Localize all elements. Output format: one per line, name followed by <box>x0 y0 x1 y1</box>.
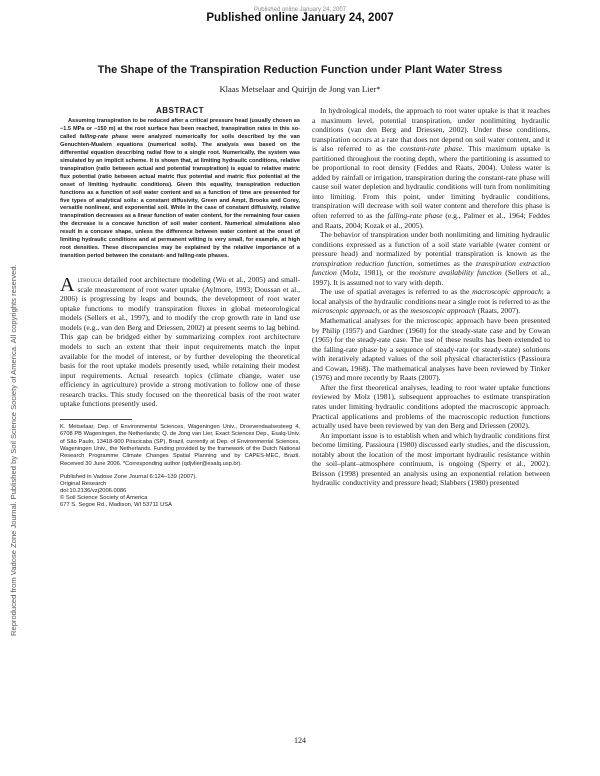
pubinfo-line: © Soil Science Society of America <box>60 495 148 502</box>
abstract-part-b: were analyzed numerically for soils described by the van Genuchten-Mualem equations (numerical soils). The analysis was based on the differential equation describing radial flow to a single root. Numerically, the system was simulated by an implicit scheme. It is shown that, at limiting hydraulic conditions, relative transpiration (ratio between actual and potential transpiration) is equal to relative matric flux potential (ratio between actual matric flux potential and matric flux potential at the onset of limiting hydraulic conditions). Given this equality, transpiration reduction functions as a function of soil water content and as a function of time are presented for five types of analytical soils: a constant diffusivity, Green and Ampt, Brooks and Corey, versatile nonlinear, and exponential soil. While in the case of constant diffusivity, relative transpiration decreases as a linear function of water content, for the remaining four cases the decrease is a concave function of soil water content. Numerical simulations also result in a concave shape, unless the difference between water content at the onset of limiting hydraulic conditions and at permanent wilting is very small, for example, at high root densities. These discrepancies may be explained by the relative importance of a transition period between the constant- and falling-rate phases. <box>60 133 300 260</box>
side-reproduction-text: Reproduced from Vadose Zone Journal. Published by Soil Science Society of America. All copyrights reserved. <box>9 264 18 636</box>
p3-term-microscopic: microscopic approach <box>312 306 380 316</box>
pubinfo-line: Original Research <box>60 480 107 487</box>
paper-title: The Shape of the Transpiration Reduction Function under Plant Water Stress <box>97 64 503 76</box>
p2-text-d: (Sellers et al., 1997). It is assumed not to vary with depth. <box>312 268 550 287</box>
p1-term-constant-rate: constant-rate phase <box>399 144 463 154</box>
p2-term-moisture-availability: moisture availability function <box>409 268 502 278</box>
footnote-divider <box>60 419 132 420</box>
body-paragraph-4: Mathematical analyses for the microscopic approach have been presented by Philip (1957) and Gardner (1960) for the steady-state case and by Cowan (1965) for the steady-rate case. The use of these results has been extended to the falling-rate phase by a sequence of steady-rate (or steady-state) solutions with iteratively adapted values of the soil physical characteristics (Passioura and Cowan, 1968). The mathematical analyses have been reviewed by Tinker (1976) and more recently by Raats (2007). <box>312 316 550 383</box>
published-online-banner: Published online January 24, 2007 <box>206 12 394 24</box>
p3-text-c: , or as the <box>379 306 411 316</box>
p2-term-extraction-function: transpiration extraction function <box>312 258 550 278</box>
p2-text-a: The behavior of transpiration under both nonlimiting and limiting hydraulic conditions expressed as a function of a soil state variable (water content or pressure head) and normalized by potential transpiration is known as the <box>312 230 550 259</box>
body-paragraph-5: After the first theoretical analyses, leading to root water uptake functions reviewed by Molz (1981), subsequent approaches to estimate transpiration rates under limiting hydraulic conditions adopted the macroscopic approach. Practical applications and problems of the macroscopic reduction functions actually used have been reviewed by van den Berg and Driessen (2002). <box>312 382 550 431</box>
abstract-part-a: Assuming transpiration to be reduced after a critical pressure head (usually chosen as −1.5 MPa or −150 m) at the root surface has been reached, transpiration rates in this so-called <box>60 118 300 140</box>
intro-smallcaps: lthough <box>77 275 102 285</box>
intro-paragraph <box>60 275 300 409</box>
p2-term-reduction-function: transpiration reduction function <box>312 258 413 268</box>
side-reproduction-note <box>9 264 19 636</box>
abstract-heading: ABSTRACT <box>156 106 204 115</box>
p3-text-d: (Raats, 2007). <box>475 306 521 316</box>
p1-term-falling-rate: falling-rate phase <box>387 211 443 221</box>
p3-term-macroscopic: macroscopic approach <box>472 287 542 297</box>
left-column <box>60 106 300 509</box>
p1-text-c: (e.g., Palmer et al., 1964; Feddes and Raats, 2004; Kozak et al., 2005). <box>312 211 550 230</box>
pubinfo-line: 677 S. Segoe Rd., Madison, WI 53711 USA <box>60 502 173 509</box>
intro-text: detailed root architecture modeling (Wu et al., 2005) and small-scale measurement of root water uptake (Aylmore, 1993; Doussan et al., 2006) is progressing by leaps and bounds, the development of root water uptake functions to modify transpiration fluxes in global meteorological models (Sellers et al., 1997), and to modify the crop growth rate in land use models (e.g., van den Berg and Driessen, 2002) at present seems to lag behind. This gap can be bridged either by summarizing complex root architecture models to such an extent that their input requirements match the input available for the model of interest, or by further developing the theoretical basis for the root uptake models presently used, while retaining their modest input requirements. Actual research topics (climate change, water use efficiency in agriculture) provide a strong motivation to follow one of these research tracks. This study focused on the theoretical basis of the root water uptake functions presently used. <box>60 275 300 409</box>
p2-text-b: , sometimes as the <box>412 258 477 268</box>
paper-authors: Klaas Metselaar and Quirijn de Jong van Lier* <box>219 84 381 94</box>
pubinfo-line: Published in Vadose Zone Journal 6:124–139 (2007). <box>60 473 197 480</box>
p3-text-b: ; a local analysis of the hydraulic conditions near a single root is referred to as the <box>312 287 550 306</box>
body-paragraph-2 <box>312 230 550 287</box>
published-online-ghost: Published online January 24, 2007 <box>253 7 347 13</box>
intro-dropcap: A <box>60 274 75 297</box>
p3-term-mesoscopic: mesoscopic approach <box>410 306 476 316</box>
abstract-term-falling-rate: falling-rate phase <box>79 133 129 140</box>
body-paragraph-3 <box>312 287 550 316</box>
publication-info <box>60 474 300 509</box>
p1-text-a: In hydrological models, the approach to root water uptake is that it reaches a maximum level, potential transpiration, under nonlimiting hydraulic conditions (van den Berg and Driessen, 2002). Under these conditions, transpiration occurs at a rate that does not depend on soil water content, and it is also referred to as the <box>312 106 550 154</box>
author-affiliation-footnote: K. Metselaar, Dep. of Environmental Sciences, Wageningen Univ., Droevendaalsesteeg 4, 6708 PB Wageningen, the Netherlands; Q. de Jong van Lier, Exact Sciences Dep., Esalq-Univ. of São Paulo, 13418-900 Piracicaba (SP), Brazil, currently at Dep. of Environmental Sciences, Wageningen Univ., the Netherlands. Funding provided by the framework of the Dutch National Research Programme Climate Changes Spatial Planning and by CAPES-MEC, Brazil. Received 30 June 2006. *Corresponding author (qdjvlier@esalq.usp.br). <box>60 423 300 467</box>
p1-text-b: . This maximum uptake is partitioned throughout the rooting depth, where the partitioning is assumed to be proportional to root density (Feddes and Raats, 2004). Unless water is added by rainfall or irrigation, transpiration during the constant-rate phase will cause soil water depletion and hydraulic conditions will turn from nonlimiting into limiting. From this point, under limiting hydraulic conditions, transpiration will decrease with soil water content and therefore this phase is often referred to as the <box>312 144 550 221</box>
page-number: 124 <box>294 736 306 745</box>
body-paragraph-1 <box>312 106 550 230</box>
body-paragraph-6: An important issue is to establish when and which hydraulic conditions first become limiting. Passioura (1980) discussed early studies, and the discussion, notably about the location of the most important hydraulic resistance within the soil–plant–atmosphere continuum, is ongoing (Sperry et al., 2002). Brisson (1998) presented an analysis using an exponential relation between hydraulic conductivity and pressure head; Slabbers (1980) presented <box>312 430 550 488</box>
p2-text-c: (Molz, 1981), or the <box>336 268 410 278</box>
pubinfo-line: doi:10.2136/vzj2006.0086 <box>60 488 127 495</box>
right-column <box>312 106 550 488</box>
abstract-text <box>60 118 300 261</box>
p3-text-a: The use of spatial averages is referred to as the <box>320 287 473 297</box>
